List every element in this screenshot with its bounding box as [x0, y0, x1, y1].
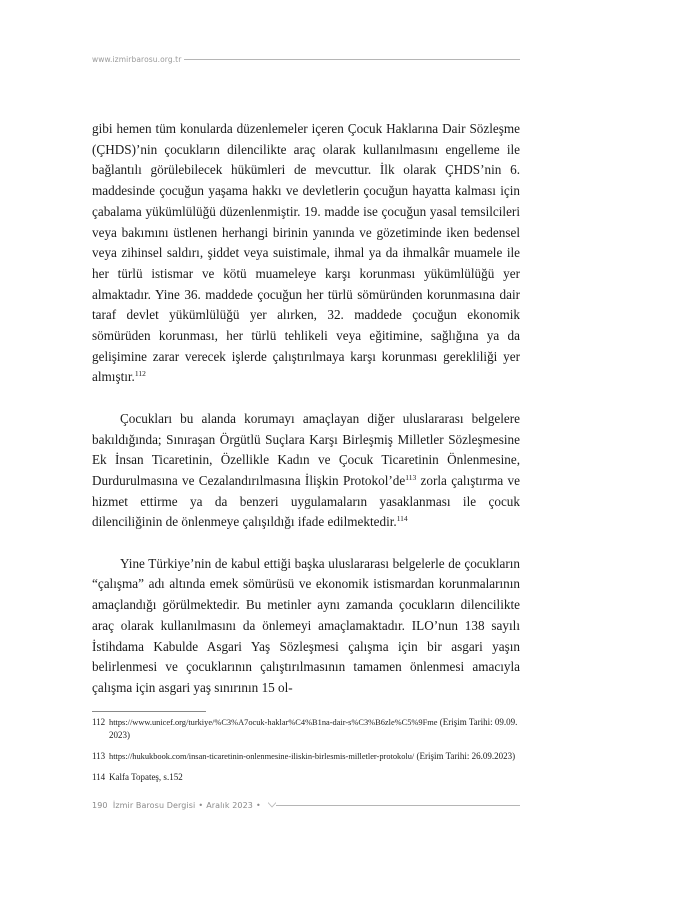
footer-rule [276, 805, 520, 806]
footnote-access-date: (Erişim Tarihi: 26.09.2023) [416, 751, 516, 761]
footnote-ref-114[interactable]: 114 [396, 514, 408, 524]
footnote-text: Kalfa Topateş, s.152 [109, 772, 183, 782]
paragraph-2: Çocukları bu alanda korumayı amaçlayan diğer uluslararası belgelere bakıldığında; Sınıraşan Örgütlü Suçlara Karşı Birleşmiş Milletler Sözleşmesine Ek İnsan Ticaretinin, Özellikle Kadın ve Çocuk Ticaretinin Önlenmesine, Durdurulmasına ve Cezalandırılmasına İlişkin $Protokol’de^{113}$ zorla çalıştırma ve hizmet ettirme ya da benzeri uygulamaların yasaklanması ile çocuk dilenciliğinin de önlenmeye çalışıldığı ifade edilmektedir.$^{114}$ [92, 410, 520, 530]
footnote-114 [92, 771, 520, 784]
footnote-number: 113 [92, 751, 106, 761]
header-url: www.izmirbarosu.org.tr [92, 54, 182, 64]
journal-name: İzmir Barosu Dergisi [112, 800, 196, 810]
footnote-ref-112[interactable]: 112 [134, 369, 146, 379]
issue-date: Aralık 2023 [206, 800, 253, 810]
footnote-number: 114 [92, 772, 106, 782]
footnote-112 [92, 716, 520, 742]
footnote-link[interactable]: https://www.unicef.org/turkiye/%C3%A7ocuk-haklar%C4%B1na-dair-s%C3%B6zle%C5%9Fme [109, 718, 438, 727]
page-header [92, 53, 520, 65]
footer-notch-icon [268, 802, 276, 808]
body-text [92, 119, 520, 699]
paragraph-1: gibi hemen tüm konularda düzenlemeler içeren Çocuk Haklarına Dair Sözleşme (ÇHDS)’nin çocukların dilencilikte araç olarak kullanılmasını engelleme ile bağlantılı görülebilecek hükümleri de mevcuttur. İlk olarak ÇHDS’nin 6. maddesinde çocuğun yaşama hakkı ve devletlerin çocuğun hayatta kalması için çabalama yükümlülüğü düzenlenmiştir. 19. madde ise çocuğun yasal temsilcileri veya bakımını üstlenen herhangi birinin yanında ve gözetiminde iken bedensel veya zihinsel saldırı, şiddet veya suistimale, ihmal ya da ihmalkâr muamele ile her türlü istismar ve kötü muameleye karşı korunması yükümlülüğü yer almaktadır. Yine 36. maddede çocuğun her türlü sömüründen korunmasına dair taraf devlet yükümlülüğü yer alırken, 32. maddede çocuğun ekonomik sömürüden korunması, her türlü tehlikeli veya eğitimine, sağlığına ya da gelişimine zarar verecek işlerde çalıştırılmaya karşı korunması gerekliliği yer almıştır.$^{112}$ [92, 121, 520, 385]
footnote-113 [92, 750, 520, 763]
footnote-ref-113[interactable]: 113 [405, 472, 417, 482]
page-footer [92, 798, 520, 812]
footnote-number: 112 [92, 717, 106, 727]
footer-trailing-dot: • [255, 800, 261, 810]
footer-separator: • [198, 800, 204, 810]
page-number: 190 [92, 800, 108, 810]
footnotes [92, 716, 520, 792]
footer-text [92, 801, 264, 810]
footnote-rule [92, 711, 206, 712]
header-rule [184, 59, 520, 60]
footnote-link[interactable]: https://hukukbook.com/insan-ticaretinin-onlenmesine-iliskin-birlesmis-milletler-protokolu/ [109, 752, 415, 761]
footnote-access-date: (Erişim Tarihi: 09.09.2023) [109, 717, 518, 740]
paragraph-3: Yine Türkiye’nin de kabul ettiği başka uluslararası belgelerle de çocukların “çalışma” adı altında emek sömürüsü ve ekonomik istismardan korunmalarının amaçlandığı görülmektedir. Bu metinler aynı zamanda çocukların dilencilikte araç olarak kullanılmasını da önlemeyi amaçlamaktadır. ILO’nun 138 sayılı İstihdama Kabulde Asgari Yaş Sözleşmesi çalışma için bir asgari yaşın belirlenmesi ve çocuklarının çalıştırılmasının tamamen önlenmesi amacıyla çalışma için asgari yaş sınırının 15 ol- [92, 555, 520, 695]
